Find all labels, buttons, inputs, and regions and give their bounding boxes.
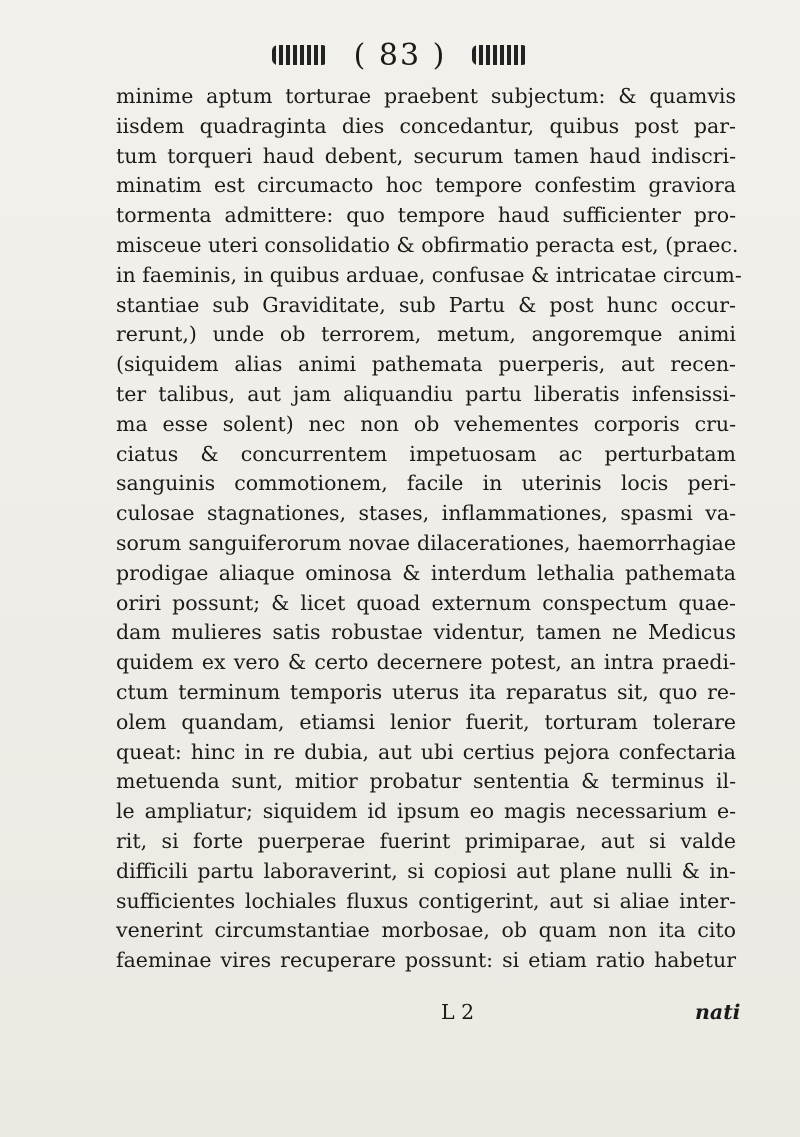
text-line: stantiae sub Graviditate, sub Partu & post hunc occur-: [116, 292, 736, 317]
text-line: oriri possunt; & licet quoad externum conspectum quae-: [116, 590, 736, 615]
text-line: (siquidem alias animi pathemata puerperis, aut recen-: [116, 352, 736, 377]
right-ornament-icon: [472, 45, 528, 65]
text-line: minime aptum torturae praebent subjectum: & quamvis: [116, 84, 736, 108]
text-line: ctum terminum temporis uterus ita reparatus sit, quo re-: [116, 679, 736, 704]
text-line: venerint circumstantiae morbosae, ob quam non ita cito: [116, 918, 736, 943]
text-line: rit, si forte puerperae fuerint primiparae, aut si valde: [116, 828, 736, 853]
page-header: [0, 36, 800, 73]
signature-mark: L 2: [441, 1000, 475, 1024]
text-line: sorum sanguiferorum novae dilacerationes, haemorrhagiae: [116, 530, 736, 555]
text-line: sanguinis commotionem, facile in uterinis locis peri-: [116, 471, 736, 496]
text-line: faeminae vires recuperare possunt: si etiam ratio habetur: [116, 948, 736, 973]
text-line: dam mulieres satis robustae videntur, tamen ne Medicus: [116, 620, 736, 645]
text-line: rerunt,) unde ob terrorem, metum, angoremque animi: [116, 322, 736, 347]
text-line: prodigae aliaque ominosa & interdum lethalia pathemata: [116, 560, 736, 585]
text-line: difficili partu laboraverint, si copiosi aut plane nulli & in-: [116, 858, 736, 883]
left-ornament-icon: [272, 45, 328, 65]
text-line: ma esse solent) nec non ob vehementes corporis cru-: [116, 411, 736, 436]
text-line: olem quandam, etiamsi lenior fuerit, torturam tolerare: [116, 709, 736, 734]
text-line: quidem ex vero & certo decernere potest, an intra praedi-: [116, 650, 736, 675]
text-line: minatim est circumacto hoc tempore confestim graviora: [116, 173, 736, 198]
catchword: nati: [695, 1000, 741, 1024]
page-number: ( 83 ): [353, 37, 447, 73]
text-line: misceue uteri consolidatio & obfirmatio peracta est, (praec.: [116, 232, 739, 257]
text-line: iisdem quadraginta dies concedantur, quibus post par-: [116, 113, 736, 138]
text-line: tormenta admittere: quo tempore haud sufficienter pro-: [116, 203, 736, 228]
text-line: in faeminis, in quibus arduae, confusae & intricatae circum-: [116, 262, 742, 287]
text-line: ter talibus, aut jam aliquandiu partu liberatis infensissi-: [116, 381, 736, 406]
text-line: culosae stagnationes, stases, inflammationes, spasmi va-: [116, 501, 736, 526]
text-line: tum torqueri haud debent, securum tamen haud indiscri-: [116, 143, 736, 168]
text-line: sufficientes lochiales fluxus contigerint, aut si aliae inter-: [116, 888, 736, 913]
text-line: queat: hinc in re dubia, aut ubi certius pejora confectaria: [116, 739, 736, 764]
body-text: [116, 82, 742, 976]
text-line: le ampliatur; siquidem id ipsum eo magis necessarium e-: [116, 799, 736, 824]
text-line: ciatus & concurrentem impetuosam ac perturbatam: [116, 441, 736, 466]
text-line: metuenda sunt, mitior probatur sententia & terminus il-: [116, 769, 736, 794]
